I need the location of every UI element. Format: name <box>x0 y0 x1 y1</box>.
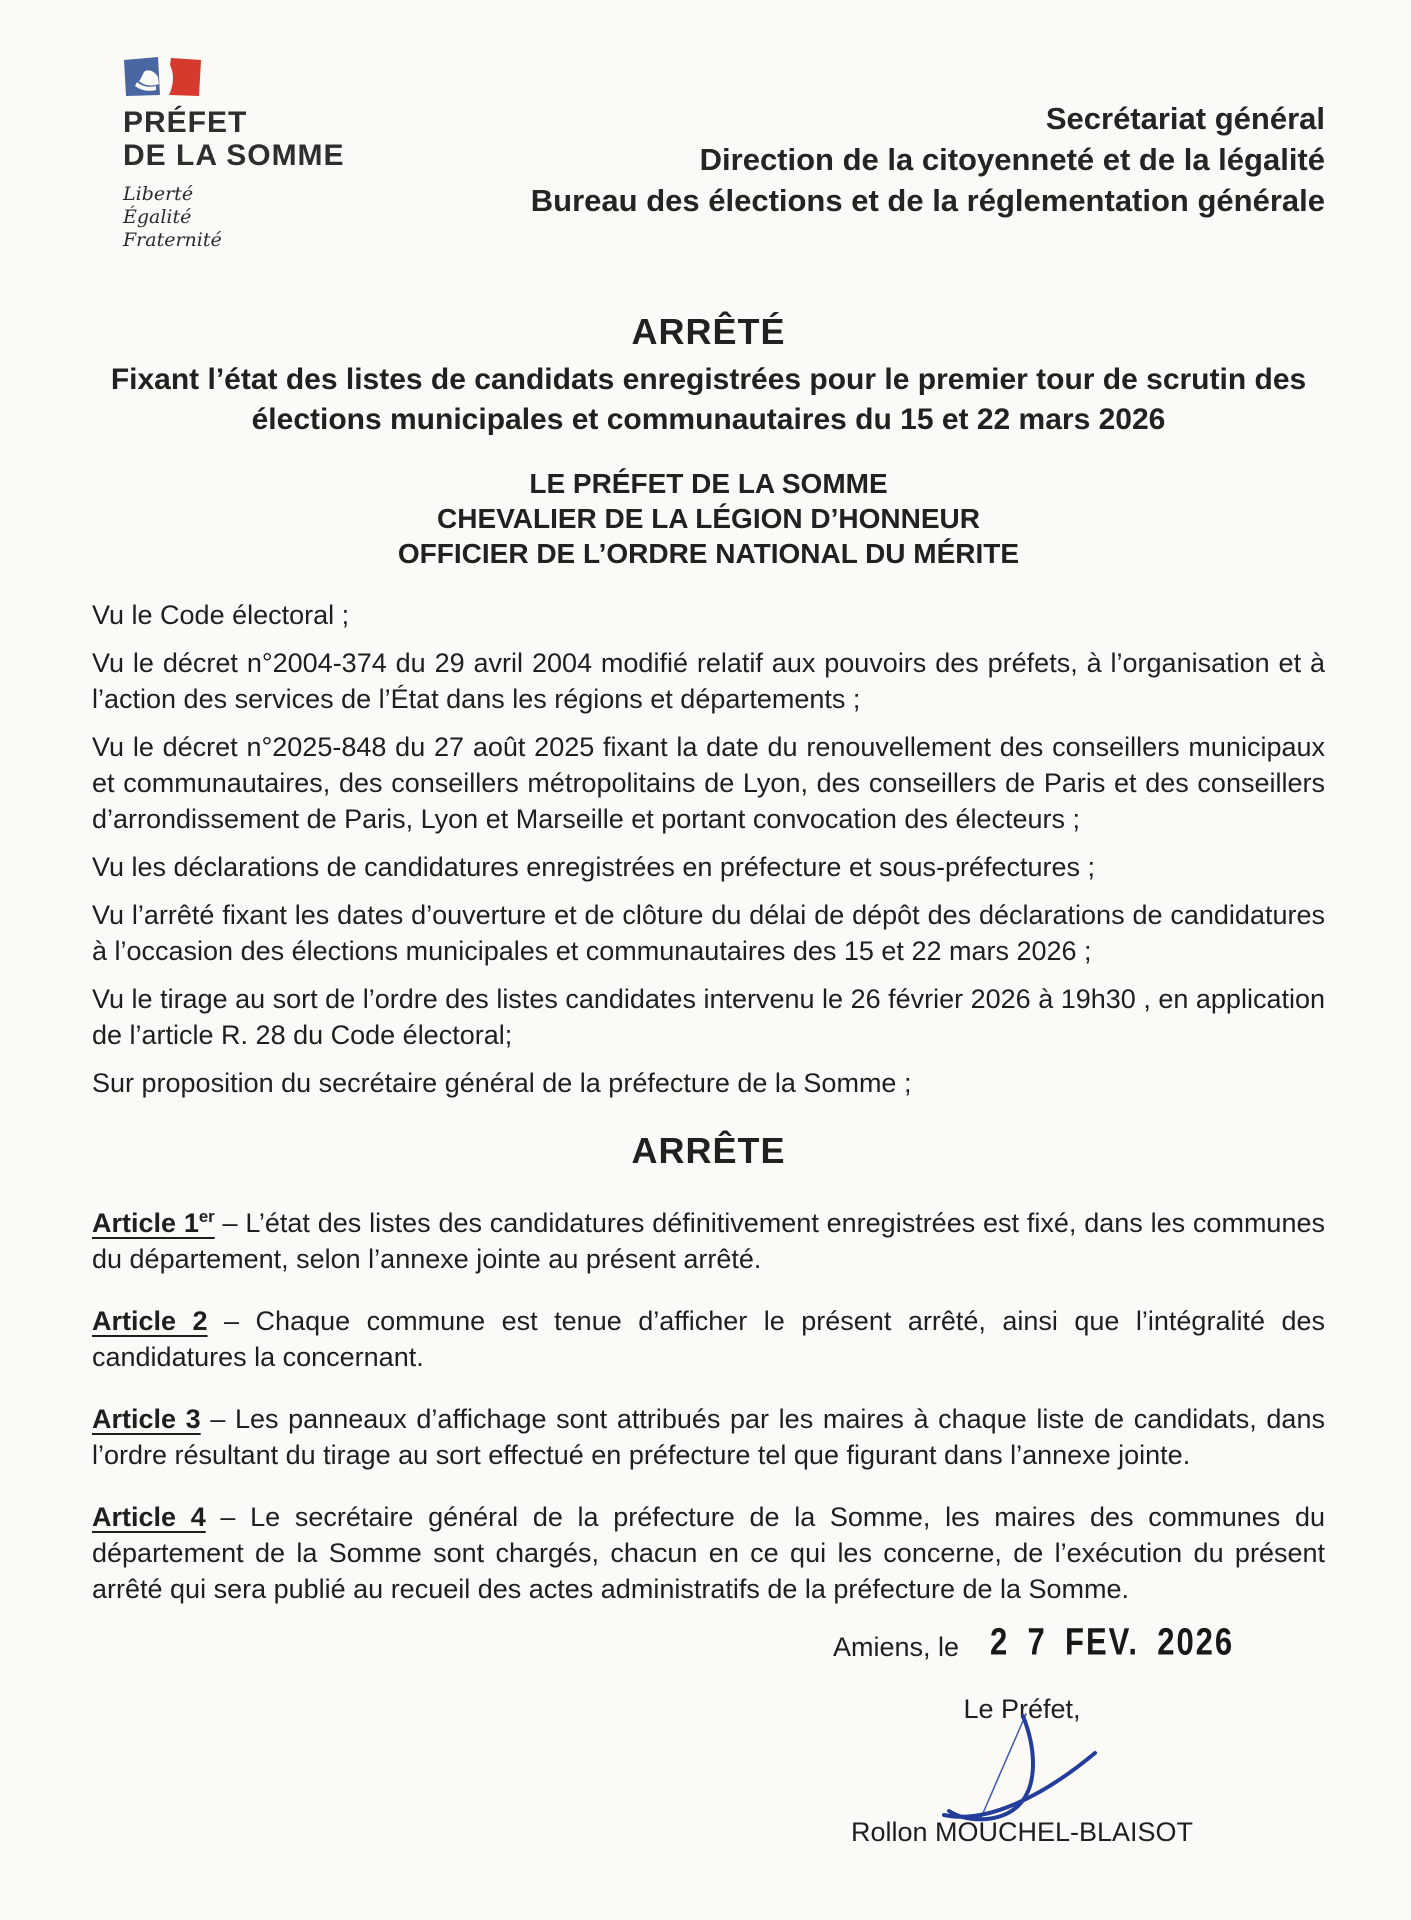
national-motto <box>123 183 345 252</box>
articles <box>92 1199 1325 1607</box>
service-line-1: Secrétariat général <box>1045 101 1325 136</box>
subtitle-line-2: élections municipales et communautaires du 15 et 22 mars 2026 <box>251 403 1166 436</box>
date-stamp: 2 7 FEV. 2026 <box>989 1620 1234 1663</box>
motto-egalite: Égalité <box>123 206 192 228</box>
service-line-3: Bureau des élections et de la réglementation générale <box>530 183 1325 218</box>
authority-line-2: CHEVALIER DE LA LÉGION D’HONNEUR <box>437 503 980 534</box>
motto-liberte: Liberté <box>123 183 194 205</box>
signature-scribble <box>937 1709 1107 1831</box>
prefecture-name-line2: DE LA SOMME <box>123 139 345 172</box>
document-header <box>92 0 1325 252</box>
place-label: Amiens, le <box>833 1632 960 1662</box>
article-1 <box>92 1199 1325 1277</box>
article-1-label: Article 1er <box>92 1207 215 1238</box>
article-4-body: – Le secrétaire général de la préfecture de la Somme, les maires des communes du département de la Somme sont chargés, chacun en ce qui les concerne, de l’exécution du présent arrêté qui sera publié au recueil des actes administratifs de la préfecture de la Somme. <box>92 1502 1325 1604</box>
prefecture-brand <box>92 57 345 252</box>
recital-2: Vu le décret n°2004-374 du 29 avril 2004 modifié relatif aux pouvoirs des préfets, à l’organisation et à l’action des services de l’État dans les régions et départements ; <box>92 648 1325 714</box>
recital-4: Vu les déclarations de candidatures enregistrées en préfecture et sous-préfectures ; <box>92 852 1096 882</box>
article-3-label: Article 3 <box>92 1404 201 1434</box>
authority-line-1: LE PRÉFET DE LA SOMME <box>529 468 888 499</box>
article-3 <box>92 1395 1325 1473</box>
article-2-label: Article 2 <box>92 1306 208 1336</box>
recital-3: Vu le décret n°2025-848 du 27 août 2025 fixant la date du renouvellement des conseillers municipaux et communautaires, des conseillers métropolitains de Lyon, des conseillers de Paris et des conseillers d’arrondissement de Paris, Lyon et Marseille et portant convocation des électeurs ; <box>92 732 1325 834</box>
authority-line-3: OFFICIER DE L’ORDRE NATIONAL DU MÉRITE <box>397 538 1020 569</box>
issuing-service-block <box>531 98 1325 221</box>
article-2-body: – Chaque commune est tenue d’afficher le présent arrêté, ainsi que l’intégralité des candidatures la concernant. <box>92 1306 1325 1372</box>
article-4 <box>92 1493 1325 1607</box>
recital-1: Vu le Code électoral ; <box>92 600 350 630</box>
signature-block <box>842 1694 1202 1848</box>
article-3-body: – Les panneaux d’affichage sont attribués par les maires à chaque liste de candidats, dans l’ordre résultant du tirage au sort effectué en préfecture tel que figurant dans l’annexe jointe. <box>92 1404 1325 1470</box>
article-1-body: – L’état des listes des candidatures définitivement enregistrées est fixé, dans les communes du département, selon l’annexe jointe au présent arrêté. <box>92 1208 1325 1274</box>
article-4-label: Article 4 <box>92 1502 206 1532</box>
motto-fraternite: Fraternité <box>123 229 222 251</box>
decision-heading: ARRÊTE <box>631 1130 786 1171</box>
title-block <box>92 312 1325 440</box>
recital-6: Vu le tirage au sort de l’ordre des listes candidates intervenu le 26 février 2026 à 19h30 , en application de l’article R. 28 du Code électoral; <box>92 984 1325 1050</box>
marianne-flag-icon <box>123 57 203 97</box>
document-title: ARRÊTÉ <box>631 311 786 352</box>
subtitle-line-1: Fixant l’état des listes de candidats enregistrées pour le premier tour de scrutin des <box>110 363 1307 396</box>
prefecture-name-line1: PRÉFET <box>123 106 248 139</box>
service-line-2: Direction de la citoyenneté et de la légalité <box>699 142 1325 177</box>
issuing-authority <box>92 466 1325 571</box>
article-2 <box>92 1297 1325 1375</box>
prefecture-name <box>123 106 345 172</box>
signatory-title: Le Préfet, <box>963 1694 1081 1724</box>
place-date-line <box>833 1620 1325 1664</box>
signatory-name: Rollon MOUCHEL-BLAISOT <box>850 1817 1194 1847</box>
recital-7: Sur proposition du secrétaire général de la préfecture de la Somme ; <box>92 1068 912 1098</box>
recital-5: Vu l’arrêté fixant les dates d’ouverture et de clôture du délai de dépôt des déclarations de candidatures à l’occasion des élections municipales et communautaires des 15 et 22 mars 2026 ; <box>92 900 1325 966</box>
document-subtitle <box>92 360 1325 440</box>
recitals <box>92 597 1325 1101</box>
